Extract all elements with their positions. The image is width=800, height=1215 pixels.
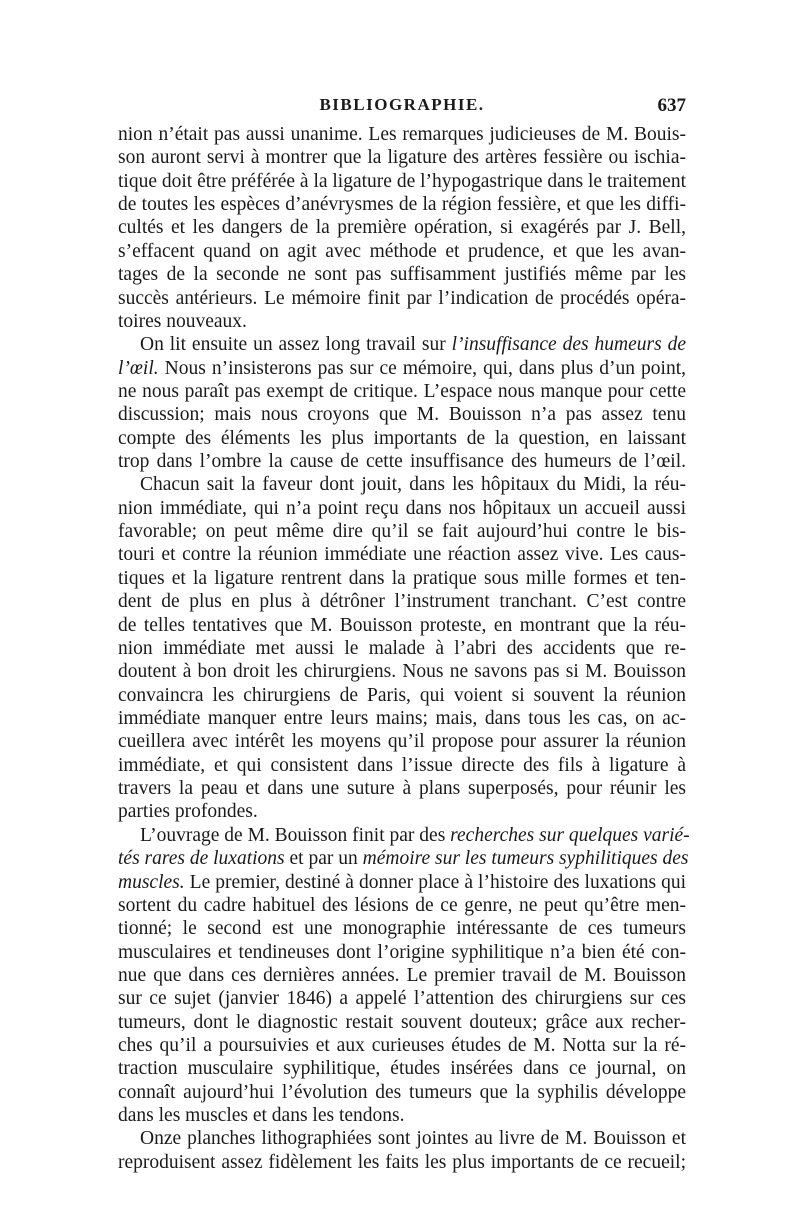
text-line (118, 847, 689, 870)
text-segment: parties profondes. (118, 801, 258, 823)
text-segment: travers la peau et dans une suture à plans superposés, pour réunir les (118, 778, 686, 800)
text-line (118, 473, 686, 496)
text-line (118, 660, 686, 683)
text-line (118, 287, 686, 310)
text-line (118, 637, 686, 660)
text-segment: convaincra les chirurgiens de Paris, qui voient si souvent la réunion (118, 684, 686, 706)
text-segment: succès antérieurs. Le mémoire finit par l’indication de procédés opéra- (118, 287, 686, 309)
text-line (118, 590, 686, 613)
text-line (118, 193, 686, 216)
italic-text: l’œil. (118, 357, 159, 379)
text-segment: sur ce sujet (janvier 1846) a appelé l’attention des chirurgiens sur ces (118, 988, 686, 1010)
text-line (118, 497, 686, 520)
text-line (118, 403, 686, 426)
text-line (118, 684, 686, 707)
italic-text: recherches sur quelques varié- (450, 824, 690, 846)
text-line (118, 333, 686, 356)
text-line (118, 310, 686, 333)
text-segment: dent de plus en plus à détrôner l’instrument tranchant. C’est contre (118, 591, 686, 613)
text-segment: reproduisent assez fidèlement les faits les plus importants de ce recueil; (118, 1151, 686, 1173)
text-line (118, 894, 686, 917)
text-line (118, 1127, 686, 1150)
running-head (118, 95, 686, 121)
text-segment: sortent du cadre habituel des lésions de ce genre, ne peut qu’être men- (118, 894, 686, 916)
text-segment: cultés et les dangers de la première opération, si exagérés par J. Bell, (118, 217, 686, 239)
text-segment: On lit ensuite un assez long travail sur (140, 334, 452, 356)
text-segment: favorable; on peut même dire qu’il se fait aujourd’hui contre le bis- (118, 521, 686, 543)
text-segment: immédiate manquer entre leurs mains; mais, dans tous les cas, on ac- (118, 707, 686, 729)
text-segment: Nous n’insisterons pas sur ce mémoire, qui, dans plus d’un point, (158, 357, 686, 379)
text-segment: traction musculaire syphilitique, études insérées dans ce journal, on (118, 1058, 686, 1080)
text-line (118, 987, 686, 1010)
text-line (118, 170, 686, 193)
text-line (118, 1104, 686, 1127)
text-segment: nion immédiate, qui n’a point reçu dans nos hôpitaux un accueil aussi (118, 497, 686, 519)
text-line (118, 754, 686, 777)
italic-text: muscles. (118, 871, 185, 893)
text-segment: s’effacent quand on agit avec méthode et prudence, et que les avan- (118, 240, 686, 262)
text-segment: Onze planches lithographiées sont jointes au livre de M. Bouisson et (140, 1128, 686, 1150)
running-title: BIBLIOGRAPHIE. (319, 95, 485, 114)
text-line (118, 520, 686, 543)
text-segment: de telles tentatives que M. Bouisson proteste, en montrant que la réu- (118, 614, 686, 636)
text-segment: Le premier, destiné à donner place à l’histoire des luxations qui (184, 871, 686, 893)
text-line (118, 263, 686, 286)
text-line (118, 917, 686, 940)
text-line (118, 730, 686, 753)
text-segment: immédiate, et qui consistent dans l’issue directe des fils à ligature à (118, 754, 686, 776)
text-segment: dans les muscles et dans les tendons. (118, 1105, 405, 1127)
text-line (118, 427, 686, 450)
text-line (118, 216, 686, 239)
text-line (118, 941, 686, 964)
text-segment: de toutes les espèces d’anévrysmes de la région fessière, et que les diffi- (118, 194, 686, 216)
text-line (118, 567, 686, 590)
text-line (118, 777, 686, 800)
text-segment: musculaires et tendineuses dont l’origine syphilitique n’a bien été con- (118, 941, 686, 963)
text-segment: nue que dans ces dernières années. Le premier travail de M. Bouisson (118, 964, 686, 986)
text-line (118, 614, 686, 637)
text-line (118, 824, 690, 847)
text-line (118, 871, 686, 894)
text-segment: ches qu’il a poursuivies et aux curieuses études de M. Notta sur la ré- (118, 1035, 686, 1057)
text-segment: tionné; le second est une monographie intéressante de ces tumeurs (118, 918, 686, 940)
text-line (118, 450, 686, 473)
text-segment: touri et contre la réunion immédiate une réaction assez vive. Les caus- (118, 544, 686, 566)
text-line (118, 1011, 686, 1034)
text-segment: compte des éléments les plus importants de la question, en laissant (118, 427, 686, 449)
text-line (118, 1057, 686, 1080)
text-segment: nion immédiate met aussi le malade à l’abri des accidents que re- (118, 637, 686, 659)
text-line (118, 357, 686, 380)
text-segment: connaît aujourd’hui l’évolution des tumeurs que la syphilis développe (118, 1081, 686, 1103)
text-segment: trop dans l’ombre la cause de cette insuffisance des humeurs de l’œil. (118, 451, 686, 473)
text-segment: son auront servi à montrer que la ligature des artères fessière ou ischia- (118, 147, 686, 169)
text-segment: toires nouveaux. (118, 310, 247, 332)
page-number: 637 (657, 95, 686, 116)
text-body (118, 123, 690, 1174)
text-segment: tages de la seconde ne sont pas suffisamment justifiés même par les (118, 264, 686, 286)
text-segment: L’ouvrage de M. Bouisson finit par des (140, 824, 451, 846)
text-line (118, 123, 686, 146)
text-segment: tumeurs, dont le diagnostic restait souvent douteux; grâce aux recher- (118, 1011, 686, 1033)
text-segment: Chacun sait la faveur dont jouit, dans les hôpitaux du Midi, la réu- (140, 474, 686, 496)
text-segment: ne nous paraît pas exempt de critique. L’espace nous manque pour cette (118, 380, 686, 402)
text-segment: tique doit être préférée à la ligature de l’hypogastrique dans le traitement (118, 170, 686, 192)
text-segment: tiques et la ligature rentrent dans la pratique sous mille formes et ten- (118, 567, 686, 589)
text-segment: doutent à bon droit les chirurgiens. Nous ne savons pas si M. Bouisson (118, 661, 686, 683)
italic-text: l’insuffisance des humeurs de (451, 334, 686, 356)
text-line (118, 146, 686, 169)
text-line (118, 707, 686, 730)
text-line (118, 964, 686, 987)
text-line (118, 1081, 686, 1104)
text-segment: nion n’était pas aussi unanime. Les remarques judicieuses de M. Bouis- (118, 124, 686, 145)
text-segment: cueillera avec intérêt les moyens qu’il propose pour assurer la réunion (118, 731, 686, 753)
italic-text: tés rares de luxations (118, 848, 285, 870)
text-line (118, 800, 686, 823)
text-segment: et par un (284, 848, 363, 870)
text-line (118, 1034, 686, 1057)
text-segment: discussion; mais nous croyons que M. Bouisson n’a pas assez tenu (118, 404, 686, 426)
text-line (118, 1151, 686, 1174)
text-line (118, 240, 686, 263)
text-line (118, 380, 686, 403)
text-line (118, 543, 686, 566)
italic-text: mémoire sur les tumeurs syphilitiques des (362, 848, 689, 870)
